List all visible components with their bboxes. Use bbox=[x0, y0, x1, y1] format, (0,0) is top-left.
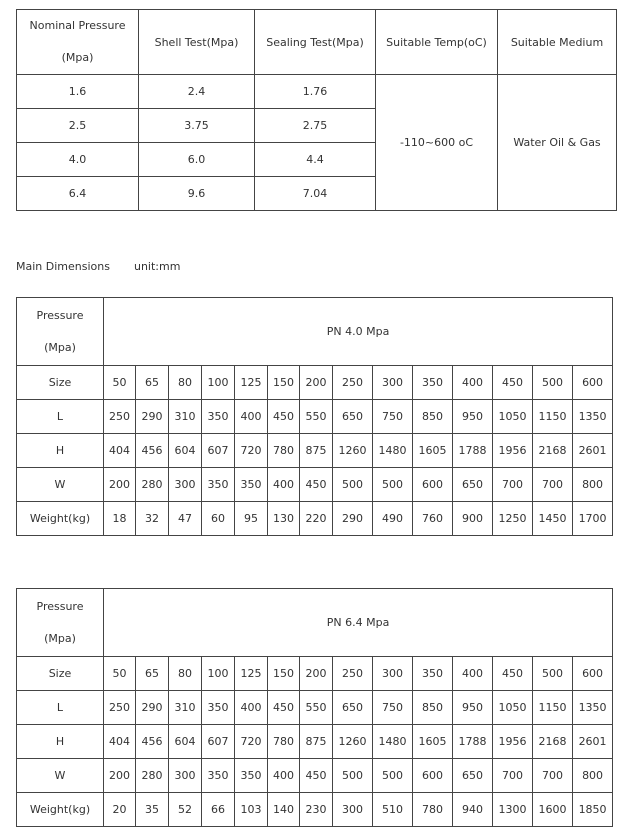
table-cell: 450 bbox=[268, 691, 300, 725]
table-cell: 1605 bbox=[413, 434, 453, 468]
table-cell: 1480 bbox=[373, 725, 413, 759]
table-cell: 607 bbox=[202, 434, 235, 468]
table-cell: 65 bbox=[136, 657, 169, 691]
row-label: Size bbox=[17, 366, 104, 400]
table-cell: 1850 bbox=[573, 793, 613, 827]
table-cell: 200 bbox=[104, 759, 136, 793]
table-cell: 103 bbox=[235, 793, 268, 827]
table-cell: 2601 bbox=[573, 434, 613, 468]
cell-shell: 3.75 bbox=[139, 109, 255, 143]
table-cell: 780 bbox=[268, 725, 300, 759]
table-cell: 1250 bbox=[493, 502, 533, 536]
caption-title: Main Dimensions bbox=[16, 260, 110, 273]
table-cell: 1450 bbox=[533, 502, 573, 536]
header-unit: (Mpa) bbox=[44, 631, 76, 645]
table-cell: 66 bbox=[202, 793, 235, 827]
table-cell: 1480 bbox=[373, 434, 413, 468]
table-cell: 490 bbox=[373, 502, 413, 536]
table-cell: 650 bbox=[453, 759, 493, 793]
table-cell: 250 bbox=[104, 691, 136, 725]
table-cell: 200 bbox=[300, 657, 333, 691]
table-cell: 400 bbox=[235, 400, 268, 434]
table-cell: 32 bbox=[136, 502, 169, 536]
cell-nominal: 4.0 bbox=[17, 143, 139, 177]
table-cell: 720 bbox=[235, 725, 268, 759]
table-cell: 140 bbox=[268, 793, 300, 827]
table-cell: 510 bbox=[373, 793, 413, 827]
table-cell: 500 bbox=[533, 657, 573, 691]
table-cell: 400 bbox=[453, 657, 493, 691]
table-cell: 150 bbox=[268, 657, 300, 691]
table-cell: 400 bbox=[268, 468, 300, 502]
caption-unit: unit:mm bbox=[133, 260, 181, 273]
table-cell: 600 bbox=[413, 468, 453, 502]
table-cell: 125 bbox=[235, 657, 268, 691]
header-pressure bbox=[17, 589, 104, 657]
table-cell: 500 bbox=[333, 468, 373, 502]
table-cell: 125 bbox=[235, 366, 268, 400]
table-cell: 780 bbox=[268, 434, 300, 468]
table-cell: 1788 bbox=[453, 434, 493, 468]
table-row bbox=[17, 793, 613, 827]
cell-nominal: 2.5 bbox=[17, 109, 139, 143]
header-suitable-medium: Suitable Medium bbox=[498, 10, 617, 75]
table-cell: 550 bbox=[300, 691, 333, 725]
table-cell: 404 bbox=[104, 434, 136, 468]
table-cell: 220 bbox=[300, 502, 333, 536]
table-cell: 850 bbox=[413, 400, 453, 434]
table-cell: 350 bbox=[413, 366, 453, 400]
table-header-row bbox=[17, 298, 613, 366]
table-cell: 47 bbox=[169, 502, 202, 536]
table-cell: 875 bbox=[300, 434, 333, 468]
table-cell: 940 bbox=[453, 793, 493, 827]
table-cell: 350 bbox=[413, 657, 453, 691]
table-cell: 1150 bbox=[533, 691, 573, 725]
table-cell: 650 bbox=[453, 468, 493, 502]
table-header-row bbox=[17, 589, 613, 657]
table-cell: 450 bbox=[493, 657, 533, 691]
table-cell: 1350 bbox=[573, 400, 613, 434]
row-label: Weight(kg) bbox=[17, 502, 104, 536]
table-row bbox=[17, 502, 613, 536]
table-cell: 450 bbox=[268, 400, 300, 434]
header-text: Pressure bbox=[36, 599, 84, 613]
header-suitable-temp: Suitable Temp(oC) bbox=[376, 10, 498, 75]
table-cell: 650 bbox=[333, 400, 373, 434]
table-cell: 250 bbox=[333, 366, 373, 400]
table-cell: 35 bbox=[136, 793, 169, 827]
table-cell: 300 bbox=[333, 793, 373, 827]
table-cell: 1300 bbox=[493, 793, 533, 827]
header-shell-test: Shell Test(Mpa) bbox=[139, 10, 255, 75]
header-unit: (Mpa) bbox=[44, 340, 76, 354]
table-cell: 456 bbox=[136, 434, 169, 468]
table-row bbox=[17, 468, 613, 502]
table-cell: 600 bbox=[573, 366, 613, 400]
cell-shell: 2.4 bbox=[139, 75, 255, 109]
row-label: Size bbox=[17, 657, 104, 691]
table-cell: 750 bbox=[373, 691, 413, 725]
header-pressure bbox=[17, 298, 104, 366]
cell-sealing: 7.04 bbox=[255, 177, 376, 211]
header-sealing-test: Sealing Test(Mpa) bbox=[255, 10, 376, 75]
cell-medium: Water Oil & Gas bbox=[498, 75, 617, 211]
table-row bbox=[17, 366, 613, 400]
table-cell: 550 bbox=[300, 400, 333, 434]
table-cell: 750 bbox=[373, 400, 413, 434]
table-cell: 290 bbox=[136, 691, 169, 725]
header-pn-rating: PN 4.0 Mpa bbox=[104, 298, 613, 366]
dimensions-table-pn40 bbox=[16, 297, 613, 536]
table-cell: 290 bbox=[136, 400, 169, 434]
table-cell: 52 bbox=[169, 793, 202, 827]
table-cell: 500 bbox=[333, 759, 373, 793]
table-cell: 130 bbox=[268, 502, 300, 536]
cell-shell: 6.0 bbox=[139, 143, 255, 177]
row-label: L bbox=[17, 400, 104, 434]
table-cell: 1050 bbox=[493, 691, 533, 725]
table-cell: 290 bbox=[333, 502, 373, 536]
dimensions-table-pn64 bbox=[16, 588, 613, 827]
table-cell: 800 bbox=[573, 468, 613, 502]
table-cell: 800 bbox=[573, 759, 613, 793]
table-cell: 280 bbox=[136, 759, 169, 793]
table-header-row bbox=[17, 10, 617, 75]
table-row bbox=[17, 75, 617, 109]
table-cell: 500 bbox=[533, 366, 573, 400]
table-cell: 1956 bbox=[493, 434, 533, 468]
cell-temp: -110~600 oC bbox=[376, 75, 498, 211]
table-cell: 310 bbox=[169, 400, 202, 434]
header-nominal-pressure bbox=[17, 10, 139, 75]
table-cell: 350 bbox=[202, 691, 235, 725]
table-cell: 1700 bbox=[573, 502, 613, 536]
header-unit: (Mpa) bbox=[61, 51, 94, 64]
table-cell: 604 bbox=[169, 434, 202, 468]
table-cell: 700 bbox=[493, 468, 533, 502]
table-cell: 1600 bbox=[533, 793, 573, 827]
table-cell: 780 bbox=[413, 793, 453, 827]
table-cell: 1050 bbox=[493, 400, 533, 434]
table-cell: 450 bbox=[493, 366, 533, 400]
table-cell: 350 bbox=[235, 468, 268, 502]
table-cell: 1605 bbox=[413, 725, 453, 759]
table-row bbox=[17, 400, 613, 434]
table-cell: 450 bbox=[300, 759, 333, 793]
cell-nominal: 6.4 bbox=[17, 177, 139, 211]
table-cell: 700 bbox=[533, 468, 573, 502]
row-label: Weight(kg) bbox=[17, 793, 104, 827]
table-cell: 500 bbox=[373, 468, 413, 502]
table-cell: 50 bbox=[104, 657, 136, 691]
header-pn-rating: PN 6.4 Mpa bbox=[104, 589, 613, 657]
table-row bbox=[17, 759, 613, 793]
row-label: W bbox=[17, 468, 104, 502]
table-cell: 300 bbox=[373, 657, 413, 691]
table-cell: 400 bbox=[453, 366, 493, 400]
row-label: W bbox=[17, 759, 104, 793]
cell-shell: 9.6 bbox=[139, 177, 255, 211]
table-cell: 200 bbox=[300, 366, 333, 400]
table-cell: 350 bbox=[202, 400, 235, 434]
table-row bbox=[17, 691, 613, 725]
header-text: Pressure bbox=[36, 308, 84, 322]
table-cell: 950 bbox=[453, 691, 493, 725]
table-cell: 1260 bbox=[333, 725, 373, 759]
cell-sealing: 4.4 bbox=[255, 143, 376, 177]
table-cell: 607 bbox=[202, 725, 235, 759]
table-cell: 500 bbox=[373, 759, 413, 793]
table-cell: 456 bbox=[136, 725, 169, 759]
row-label: L bbox=[17, 691, 104, 725]
table-row bbox=[17, 657, 613, 691]
table-cell: 100 bbox=[202, 657, 235, 691]
table-cell: 300 bbox=[373, 366, 413, 400]
table-row bbox=[17, 434, 613, 468]
header-text: Nominal Pressure bbox=[29, 19, 126, 32]
table-cell: 350 bbox=[235, 759, 268, 793]
table-cell: 1350 bbox=[573, 691, 613, 725]
table-cell: 65 bbox=[136, 366, 169, 400]
table-cell: 100 bbox=[202, 366, 235, 400]
table-cell: 1788 bbox=[453, 725, 493, 759]
table-cell: 80 bbox=[169, 657, 202, 691]
table-cell: 230 bbox=[300, 793, 333, 827]
table-row bbox=[17, 725, 613, 759]
table-cell: 2601 bbox=[573, 725, 613, 759]
table-cell: 18 bbox=[104, 502, 136, 536]
table-cell: 450 bbox=[300, 468, 333, 502]
table-cell: 875 bbox=[300, 725, 333, 759]
dimensions-caption bbox=[16, 260, 180, 273]
table-cell: 250 bbox=[104, 400, 136, 434]
table-cell: 700 bbox=[533, 759, 573, 793]
table-cell: 350 bbox=[202, 468, 235, 502]
table-cell: 404 bbox=[104, 725, 136, 759]
table-cell: 720 bbox=[235, 434, 268, 468]
table-cell: 310 bbox=[169, 691, 202, 725]
row-label: H bbox=[17, 434, 104, 468]
cell-nominal: 1.6 bbox=[17, 75, 139, 109]
table-cell: 900 bbox=[453, 502, 493, 536]
table-cell: 200 bbox=[104, 468, 136, 502]
table-cell: 2168 bbox=[533, 725, 573, 759]
cell-sealing: 1.76 bbox=[255, 75, 376, 109]
table-cell: 1956 bbox=[493, 725, 533, 759]
table-cell: 350 bbox=[202, 759, 235, 793]
table-cell: 50 bbox=[104, 366, 136, 400]
table-cell: 604 bbox=[169, 725, 202, 759]
table-cell: 600 bbox=[413, 759, 453, 793]
table-cell: 760 bbox=[413, 502, 453, 536]
table-cell: 80 bbox=[169, 366, 202, 400]
table-cell: 95 bbox=[235, 502, 268, 536]
table-cell: 300 bbox=[169, 759, 202, 793]
table-cell: 1260 bbox=[333, 434, 373, 468]
table-cell: 950 bbox=[453, 400, 493, 434]
table-cell: 1150 bbox=[533, 400, 573, 434]
table-cell: 20 bbox=[104, 793, 136, 827]
table-cell: 650 bbox=[333, 691, 373, 725]
table-cell: 280 bbox=[136, 468, 169, 502]
table-cell: 250 bbox=[333, 657, 373, 691]
table-cell: 60 bbox=[202, 502, 235, 536]
table-cell: 400 bbox=[235, 691, 268, 725]
cell-sealing: 2.75 bbox=[255, 109, 376, 143]
pressure-spec-table bbox=[16, 9, 617, 211]
table-cell: 150 bbox=[268, 366, 300, 400]
table-cell: 600 bbox=[573, 657, 613, 691]
table-cell: 400 bbox=[268, 759, 300, 793]
table-cell: 2168 bbox=[533, 434, 573, 468]
table-cell: 850 bbox=[413, 691, 453, 725]
table-cell: 700 bbox=[493, 759, 533, 793]
row-label: H bbox=[17, 725, 104, 759]
table-cell: 300 bbox=[169, 468, 202, 502]
